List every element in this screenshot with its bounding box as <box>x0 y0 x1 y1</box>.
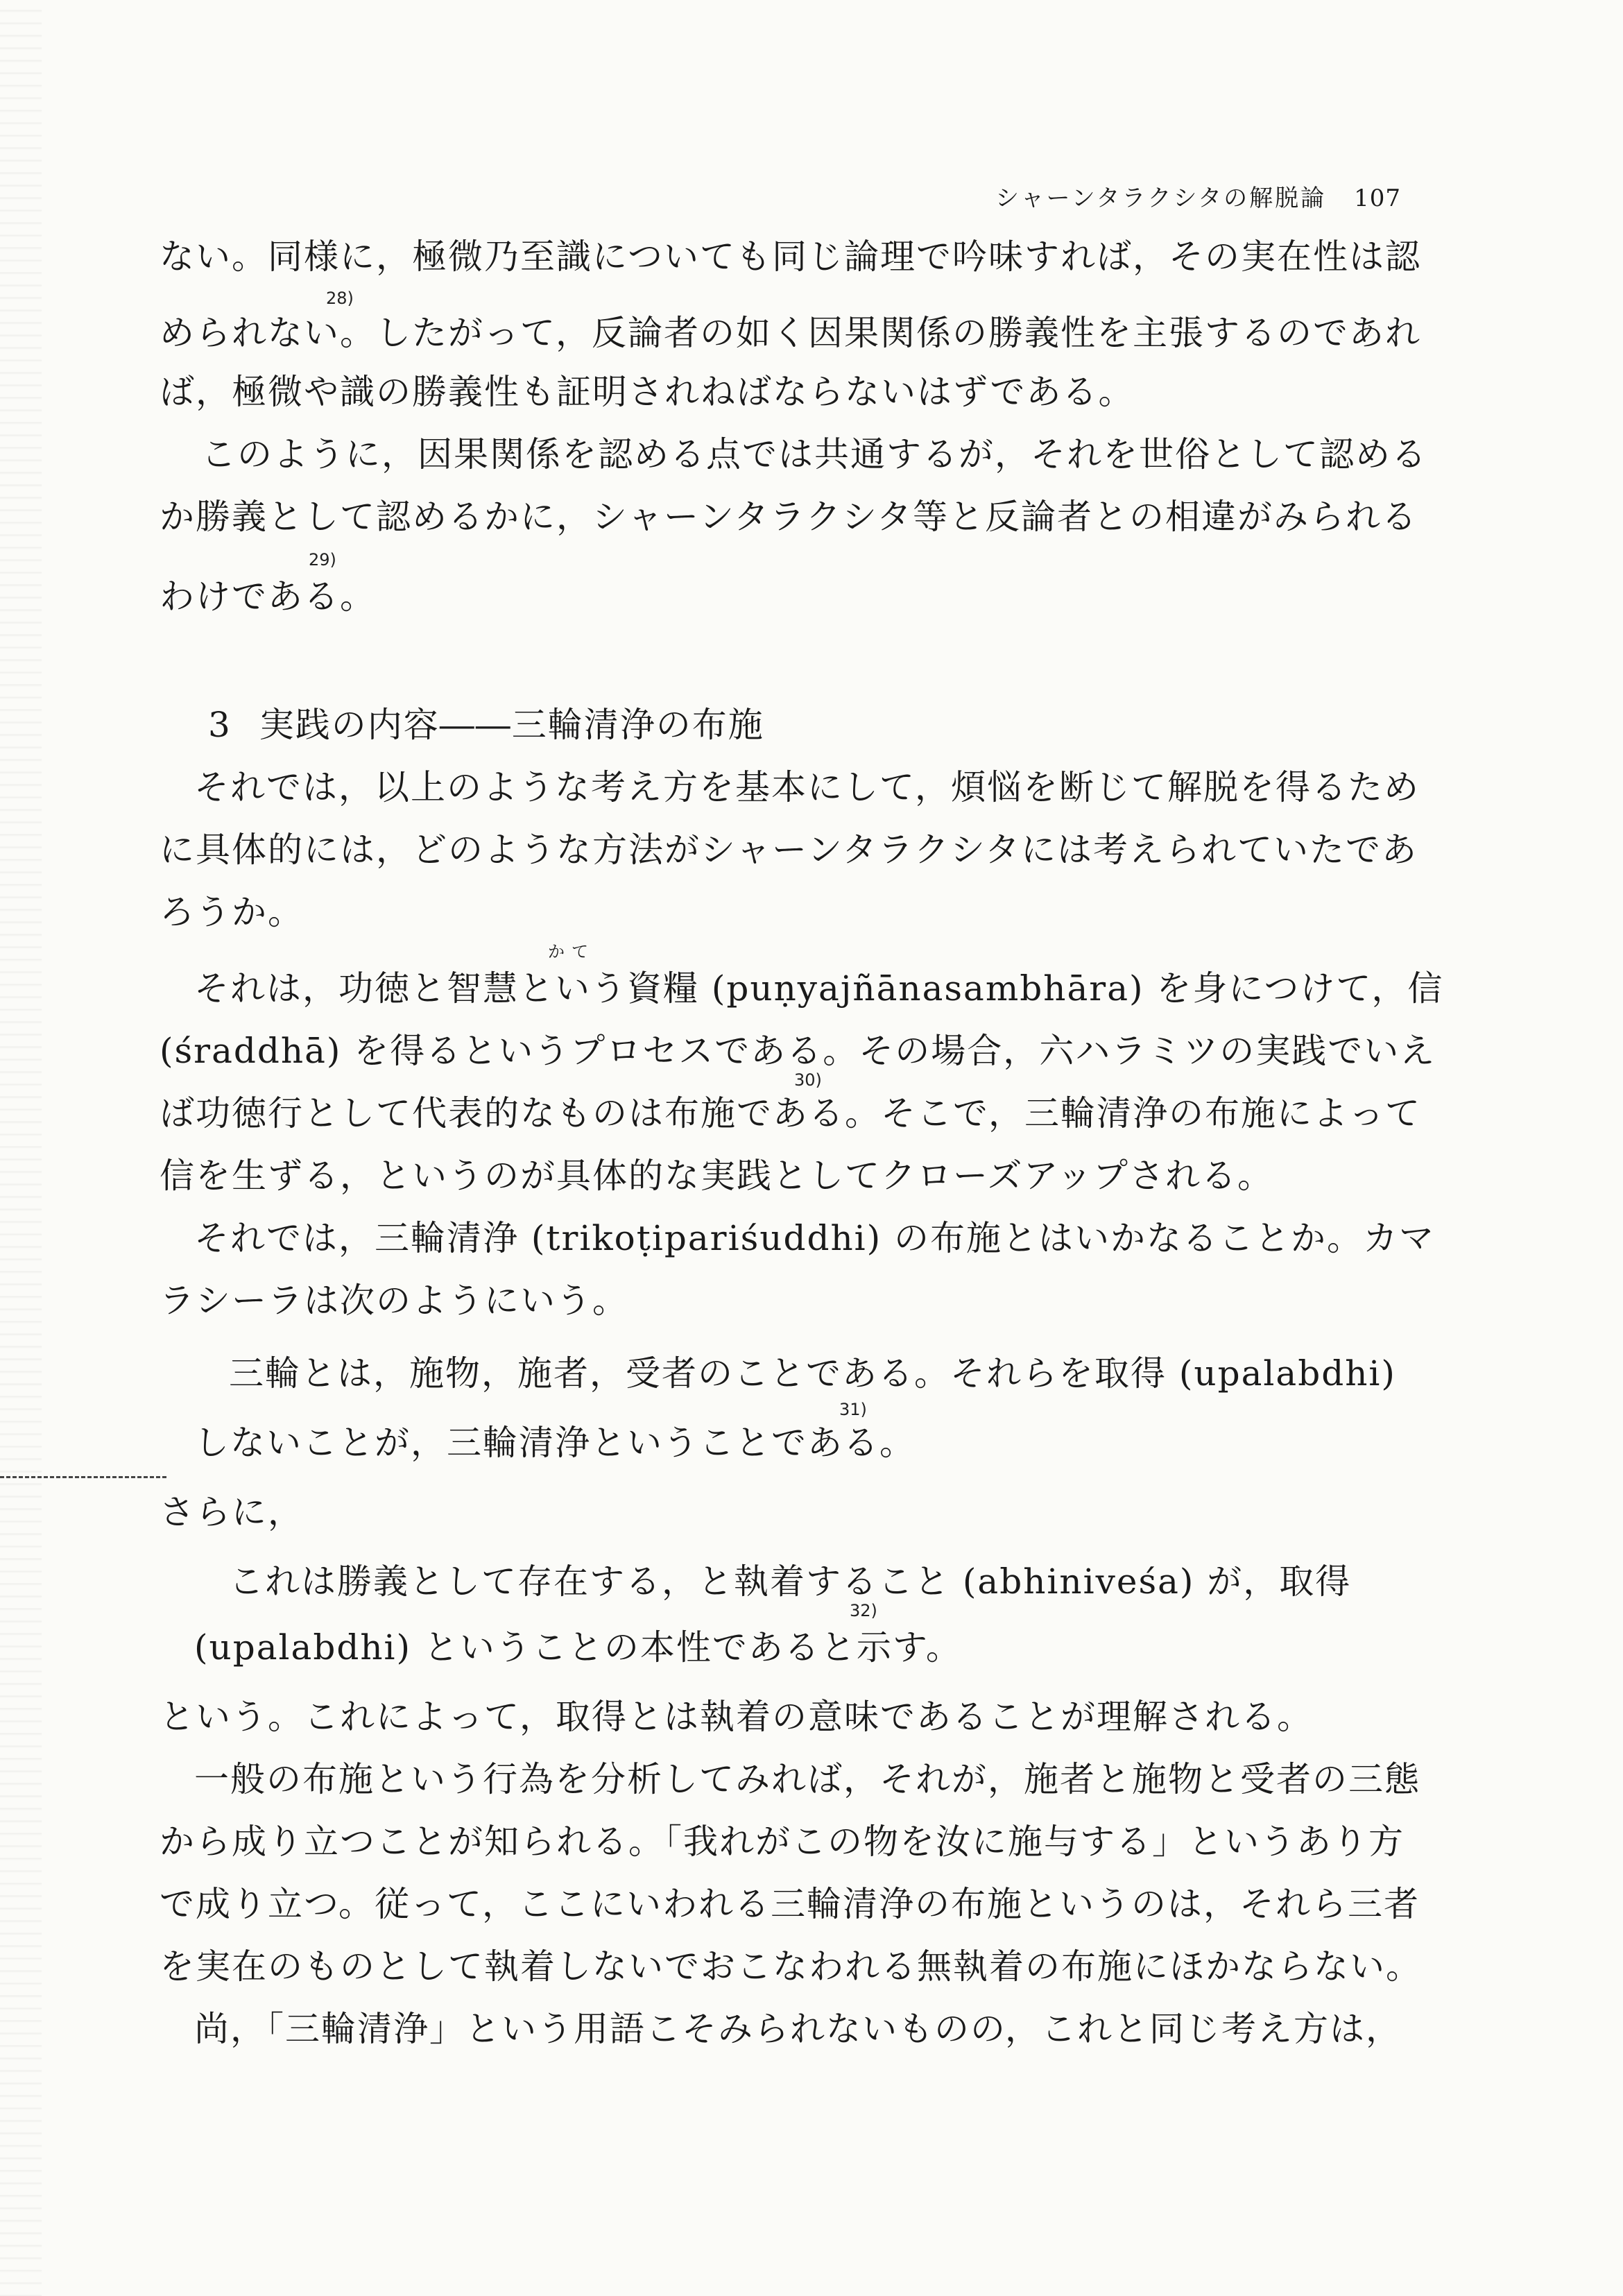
text-line: ラシーラは次のようにいう。 <box>160 1280 628 1321</box>
text-line: められない。したがって，反論者の如く因果関係の勝義性を主張するのであれ <box>160 313 1421 353</box>
text-line: ろうか。 <box>160 892 304 932</box>
section-number: 3 <box>208 705 232 745</box>
text-line: それでは，三輪清浄 (trikoṭipariśuddhi) の布施とはいかなることか。カマ <box>194 1218 1436 1258</box>
text-line: 尚，「三輪清浄」という用語こそみられないものの，これと同じ考え方は， <box>194 2009 1402 2049</box>
quote-line: (upalabdhi) ということの本性であると示す。 <box>194 1627 962 1668</box>
footnote-ref-32: 32) <box>850 1601 877 1620</box>
text-line: ば，極微や識の勝義性も証明されねばならないはずである。 <box>160 372 1135 412</box>
text-line: か勝義として認めるかに，シャーンタラクシタ等と反論者との相違がみられる <box>160 497 1418 537</box>
page-number: 107 <box>1354 185 1401 212</box>
text-line: このように，因果関係を認める点では共通するが，それを世俗として認める <box>201 434 1427 474</box>
text-line: 信を生ずる，というのが具体的な実践としてクローズアップされる。 <box>160 1156 1273 1196</box>
ruby-kate: かて <box>548 942 595 961</box>
text-line: ない。同様に，極微乃至識についても同じ論理で吟味すれば，その実在性は認 <box>160 237 1421 277</box>
quote-line: これは勝義として存在する，と執着すること (abhiniveśa) が，取得 <box>229 1561 1352 1602</box>
scan-dashed-rule <box>0 1476 166 1478</box>
running-title: シャーンタラクシタの解脱論 <box>995 185 1327 212</box>
text-line: それでは，以上のような考え方を基本にして，煩悩を断じて解脱を得るため <box>194 767 1420 807</box>
text-line: 一般の布施という行為を分析してみれば，それが，施者と施物と受者の三態 <box>194 1759 1420 1799</box>
quote-line: 三輪とは，施物，施者，受者のことである。それらを取得 (upalabdhi) <box>229 1353 1396 1394</box>
section-heading <box>208 704 764 746</box>
footnote-ref-29: 29) <box>309 550 336 569</box>
text-line: ば功徳行として代表的なものは布施である。そこで，三輪清浄の布施によって <box>160 1093 1421 1133</box>
text-line: から成り立つことが知られる。「我れがこの物を汝に施与する」というあり方 <box>160 1822 1405 1862</box>
text-line: で成り立つ。従って，ここにいわれる三輪清浄の布施というのは，それら三者 <box>160 1884 1420 1924</box>
text-line: を実在のものとして執着しないでおこなわれる無執着の布施にほかならない。 <box>160 1946 1422 1987</box>
text-line: わけである。 <box>160 576 376 617</box>
text-line: それは，功徳と智慧という資糧 (puṇyajñānasambhāra) を身につけて，信 <box>194 968 1444 1009</box>
quote-line: しないことが，三輪清浄ということである。 <box>194 1423 916 1463</box>
text-line: という。これによって，取得とは執着の意味であることが理解される。 <box>160 1697 1313 1737</box>
footnote-ref-28: 28) <box>326 289 354 308</box>
text-line: (śraddhā) を得るというプロセスである。その場合，六ハラミツの実践でいえ <box>160 1031 1436 1071</box>
text-line: さらに， <box>160 1492 304 1532</box>
footnote-ref-30: 30) <box>794 1070 822 1090</box>
scan-edge-noise <box>0 0 42 2296</box>
running-header <box>902 179 1401 213</box>
text-line: に具体的には，どのような方法がシャーンタラクシタには考えられていたであ <box>160 830 1418 870</box>
footnote-ref-31: 31) <box>839 1400 867 1419</box>
section-title: 実践の内容――三輪清浄の布施 <box>259 705 764 745</box>
